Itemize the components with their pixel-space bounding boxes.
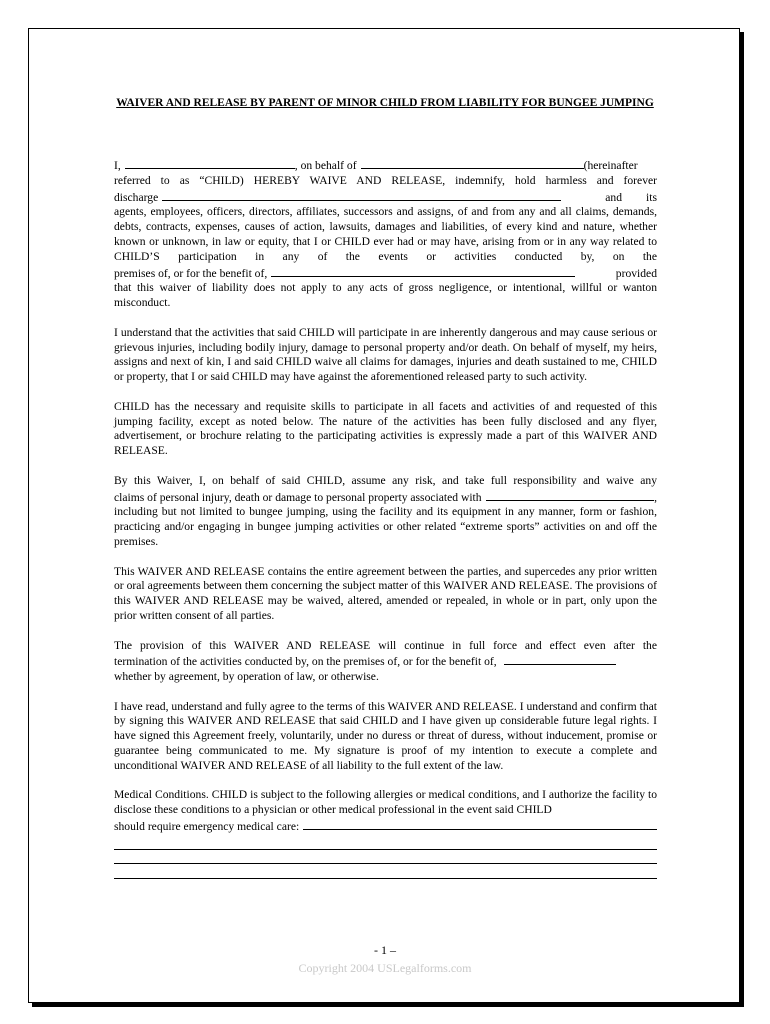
line-parties	[114, 157, 657, 174]
paragraph-child-skills: CHILD has the necessary and requisite skills to participate in all facets and activities of and requested of this jumping facility, except as noted below. The nature of the activities has been fully disclosed and any flyer, advertisement, or brochure relating to the participating activities is expressly made a part of this WAIVER AND RELEASE.	[114, 399, 657, 458]
document-title: WAIVER AND RELEASE BY PARENT OF MINOR CHILD FROM LIABILITY FOR BUNGEE JUMPING	[116, 97, 654, 109]
text-associated-with: claims of personal injury, death or damage to personal property associated with	[114, 490, 482, 504]
text-on-behalf-of: , on behalf of	[294, 159, 357, 172]
line-emergency-care	[114, 818, 657, 835]
text-termination: termination of the activities conducted by, on the premises of, or for the benefit of,	[114, 655, 497, 669]
benefit-party-field[interactable]	[504, 653, 616, 665]
text-assume-risk: By this Waiver, I, on behalf of said CHILD, assume any risk, and take full responsibility and waive any	[114, 473, 657, 487]
line-associated-with	[114, 489, 657, 506]
line-premises	[114, 265, 657, 282]
copyright-footer: Copyright 2004 USLegalforms.com	[298, 961, 472, 975]
document-body	[114, 157, 657, 879]
text-medical-conditions: Medical Conditions. CHILD is subject to the following allergies or medical conditions, and I authorize the facility to disclose these conditions to a physician or other medical professional in the event said CHILD	[114, 788, 657, 817]
text-premises: premises of, or for the benefit of,	[114, 266, 268, 280]
medical-conditions-field[interactable]	[303, 818, 657, 830]
text-hereinafter: (hereinafter	[583, 159, 638, 172]
released-party-field[interactable]	[162, 189, 561, 201]
text-i: I,	[114, 159, 121, 172]
associated-party-field[interactable]	[486, 489, 655, 501]
paragraph-acknowledgement: I have read, understand and fully agree to the terms of this WAIVER AND RELEASE. I understand and confirm that by signing this WAIVER AND RELEASE that said CHILD and I have given up considerable future legal rights. I have signed this Agreement freely, voluntarily, under no duress or threat of duress, without inducement, promise or guarantee being communicated to me. My signature is proof of my intention to execute a complete and unconditional WAIVER AND RELEASE of all liability to the full extent of the law.	[114, 699, 657, 772]
text-discharge: discharge	[114, 190, 159, 204]
text-agents-claims: agents, employees, officers, directors, affiliates, successors and assigns, of and from any and all claims, demands, debts, contracts, expenses, causes of action, lawsuits, damages and liabilities, of every kind and nature, whether known or unknown, in law or equity, that I or CHILD ever had or may have, arising from or in any way related to CHILD’S participation in any of the events or activities conducted by, on the	[114, 205, 657, 263]
text-comma: ,	[654, 490, 657, 504]
text-referred: referred to as “CHILD) HEREBY WAIVE AND RELEASE, indemnify, hold harmless and forever	[114, 173, 657, 187]
text-bungee-activities: including but not limited to bungee jumping, using the facility and its equipment in any manner, form or fashion, practicing and/or engaging in bungee jumping activities or other related “extreme sports” activities on and off the premises.	[114, 505, 657, 548]
medical-conditions-line-2[interactable]	[114, 835, 657, 850]
text-its: its	[646, 190, 657, 204]
line-referred	[114, 174, 657, 189]
line-termination	[114, 653, 657, 670]
parent-name-field[interactable]	[125, 157, 295, 169]
paragraph-dangerous-activities: I understand that the activities that said CHILD will participate in are inherently dangerous and may cause serious or grievous injuries, including bodily injury, damage to personal property and/or death. On behalf of myself, my heirs, assigns and next of kin, I and said CHILD waive all claims for damages, injuries and death sustained to me, CHILD or property, that I or said CHILD may have against the aforementioned released party to such activity.	[114, 325, 657, 384]
line-discharge	[114, 189, 657, 206]
text-full-force: The provision of this WAIVER AND RELEASE will continue in full force and effect even after the	[114, 638, 657, 652]
text-gross-negligence: that this waiver of liability does not apply to any acts of gross negligence, or intentional, willful or wanton misconduct.	[114, 281, 657, 310]
paragraph-waiver-release	[114, 157, 657, 311]
paragraph-survival	[114, 639, 657, 685]
child-name-field[interactable]	[361, 157, 584, 169]
text-provided: provided	[615, 266, 657, 280]
paragraph-medical-conditions	[114, 788, 657, 879]
text-and: and	[605, 190, 623, 204]
text-whether: whether by agreement, by operation of law, or otherwise.	[114, 670, 379, 684]
text-emergency-care: should require emergency medical care:	[114, 820, 300, 834]
paragraph-entire-agreement: This WAIVER AND RELEASE contains the entire agreement between the parties, and supercedes any prior written or oral agreements between them concerning the subject matter of this WAIVER AND RELEASE. The provisions of this WAIVER AND RELEASE may be waived, altered, amended or repealed, in whole or in part, only upon the prior written consent of all parties.	[114, 564, 657, 622]
page-number: - 1 –	[374, 943, 396, 957]
premises-owner-field[interactable]	[271, 265, 575, 277]
medical-conditions-line-4[interactable]	[114, 864, 657, 879]
medical-conditions-line-3[interactable]	[114, 850, 657, 865]
paragraph-assume-risk	[114, 474, 657, 550]
